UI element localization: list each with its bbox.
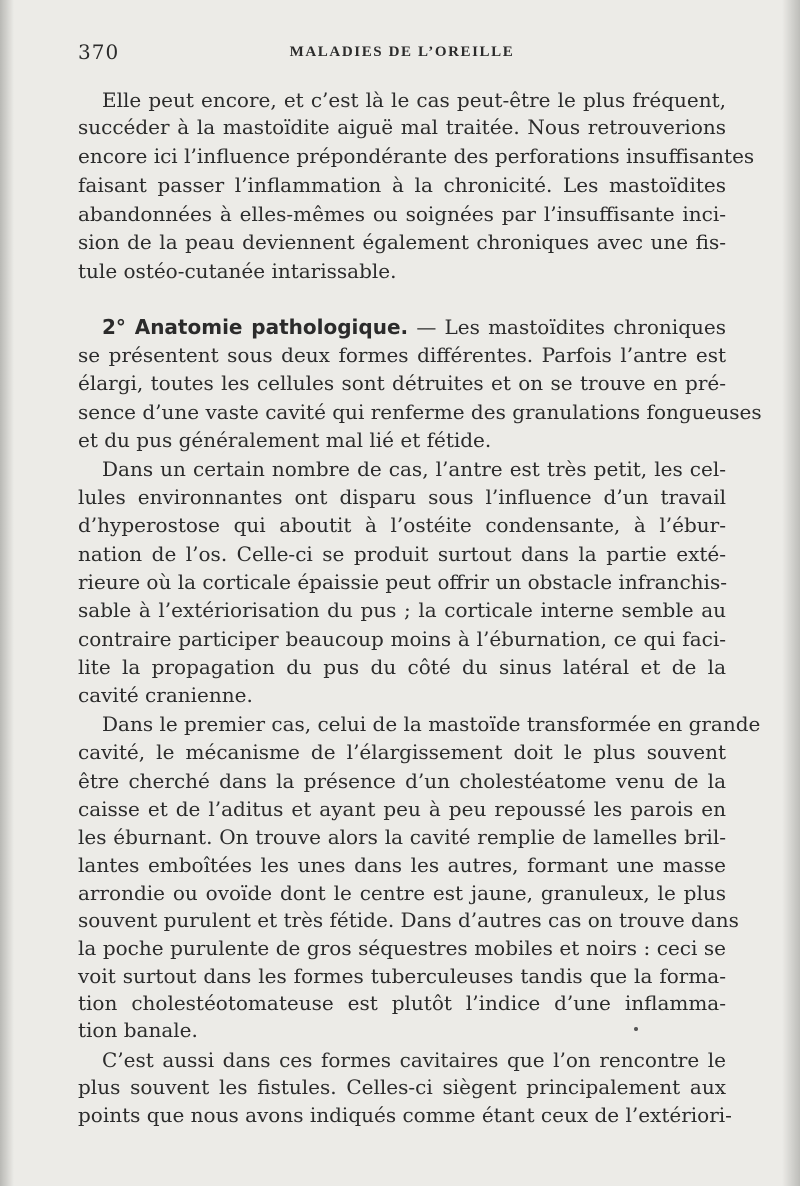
text-line: plus souvent les fistules. Celles-ci siègent principalement aux <box>78 1075 726 1099</box>
text-line: Dans le premier cas, celui de la mastoïde transformée en grande <box>102 712 761 736</box>
text-line: sion de la peau deviennent également chroniques avec une fis- <box>78 230 726 254</box>
text-line: rieure où la corticale épaissie peut offrir un obstacle infranchis- <box>78 570 727 594</box>
text-line: cavité cranienne. <box>78 683 253 707</box>
text-line: sence d’une vaste cavité qui renferme des granulations fongueuses <box>78 400 762 424</box>
text-line: faisant passer l’inflammation à la chronicité. Les mastoïdites <box>78 173 726 197</box>
text-line: se présentent sous deux formes différentes. Parfois l’antre est <box>78 343 726 367</box>
ink-speck <box>634 1027 638 1031</box>
text-line: lules environnantes ont disparu sous l’influence d’un travail <box>78 485 726 509</box>
text-line: lite la propagation du pus du côté du sinus latéral et de la <box>78 655 726 679</box>
text-line: nation de l’os. Celle-ci se produit surtout dans la partie exté- <box>78 542 726 566</box>
text-line: tion cholestéotomateuse est plutôt l’indice d’une inflamma- <box>78 991 726 1015</box>
text-line: et du pus généralement mal lié et fétide. <box>78 428 492 452</box>
text-line: voit surtout dans les formes tuberculeuses tandis que la forma- <box>78 964 726 988</box>
text-line: points que nous avons indiqués comme étant ceux de l’extériori- <box>78 1103 732 1127</box>
page-edge-shadow <box>782 0 800 1186</box>
text-line: souvent purulent et très fétide. Dans d’autres cas on trouve dans <box>78 908 739 932</box>
text-line: contraire participer beaucoup moins à l’éburnation, ce qui faci- <box>78 627 726 651</box>
section-heading-line <box>102 314 726 340</box>
text-line: élargi, toutes les cellules sont détruites et on se trouve en pré- <box>78 371 726 395</box>
text-line: tule ostéo-cutanée intarissable. <box>78 259 397 283</box>
text-line: les éburnant. On trouve alors la cavité remplie de lamelles bril- <box>78 825 726 849</box>
text-line: d’hyperostose qui aboutit à l’ostéite condensante, à l’ébur- <box>78 513 726 537</box>
running-head <box>78 40 726 70</box>
page-number: 370 <box>78 40 120 64</box>
text-line: — Les mastoïdites chroniques <box>408 315 726 339</box>
text-line: abandonnées à elles-mêmes ou soignées par l’insuffisante inci- <box>78 202 726 226</box>
text-line: encore ici l’influence prépondérante des perforations insuffisantes <box>78 144 755 168</box>
text-line: caisse et de l’aditus et ayant peu à peu repoussé les parois en <box>78 797 726 821</box>
running-title: MALADIES DE L’OREILLE <box>289 44 515 60</box>
text-line: Dans un certain nombre de cas, l’antre est très petit, les cel- <box>102 457 726 481</box>
text-line: Elle peut encore, et c’est là le cas peut-être le plus fréquent, <box>102 88 726 112</box>
text-line: C’est aussi dans ces formes cavitaires que l’on rencontre le <box>102 1048 726 1072</box>
section-heading: 2° Anatomie pathologique. <box>102 315 409 339</box>
text-line: lantes emboîtées les unes dans les autres, formant une masse <box>78 853 726 877</box>
text-line: être cherché dans la présence d’un cholestéatome venu de la <box>78 769 726 793</box>
text-line: arrondie ou ovoïde dont le centre est jaune, granuleux, le plus <box>78 881 726 905</box>
text-line: la poche purulente de gros séquestres mobiles et noirs : ceci se <box>78 936 726 960</box>
text-line: tion banale. <box>78 1018 198 1042</box>
text-line: cavité, le mécanisme de l’élargissement doit le plus souvent <box>78 740 726 764</box>
text-line: sable à l’extériorisation du pus ; la corticale interne semble au <box>78 598 726 622</box>
page-edge-shadow <box>0 0 14 1186</box>
text-line: succéder à la mastoïdite aiguë mal traitée. Nous retrouverions <box>78 115 726 139</box>
